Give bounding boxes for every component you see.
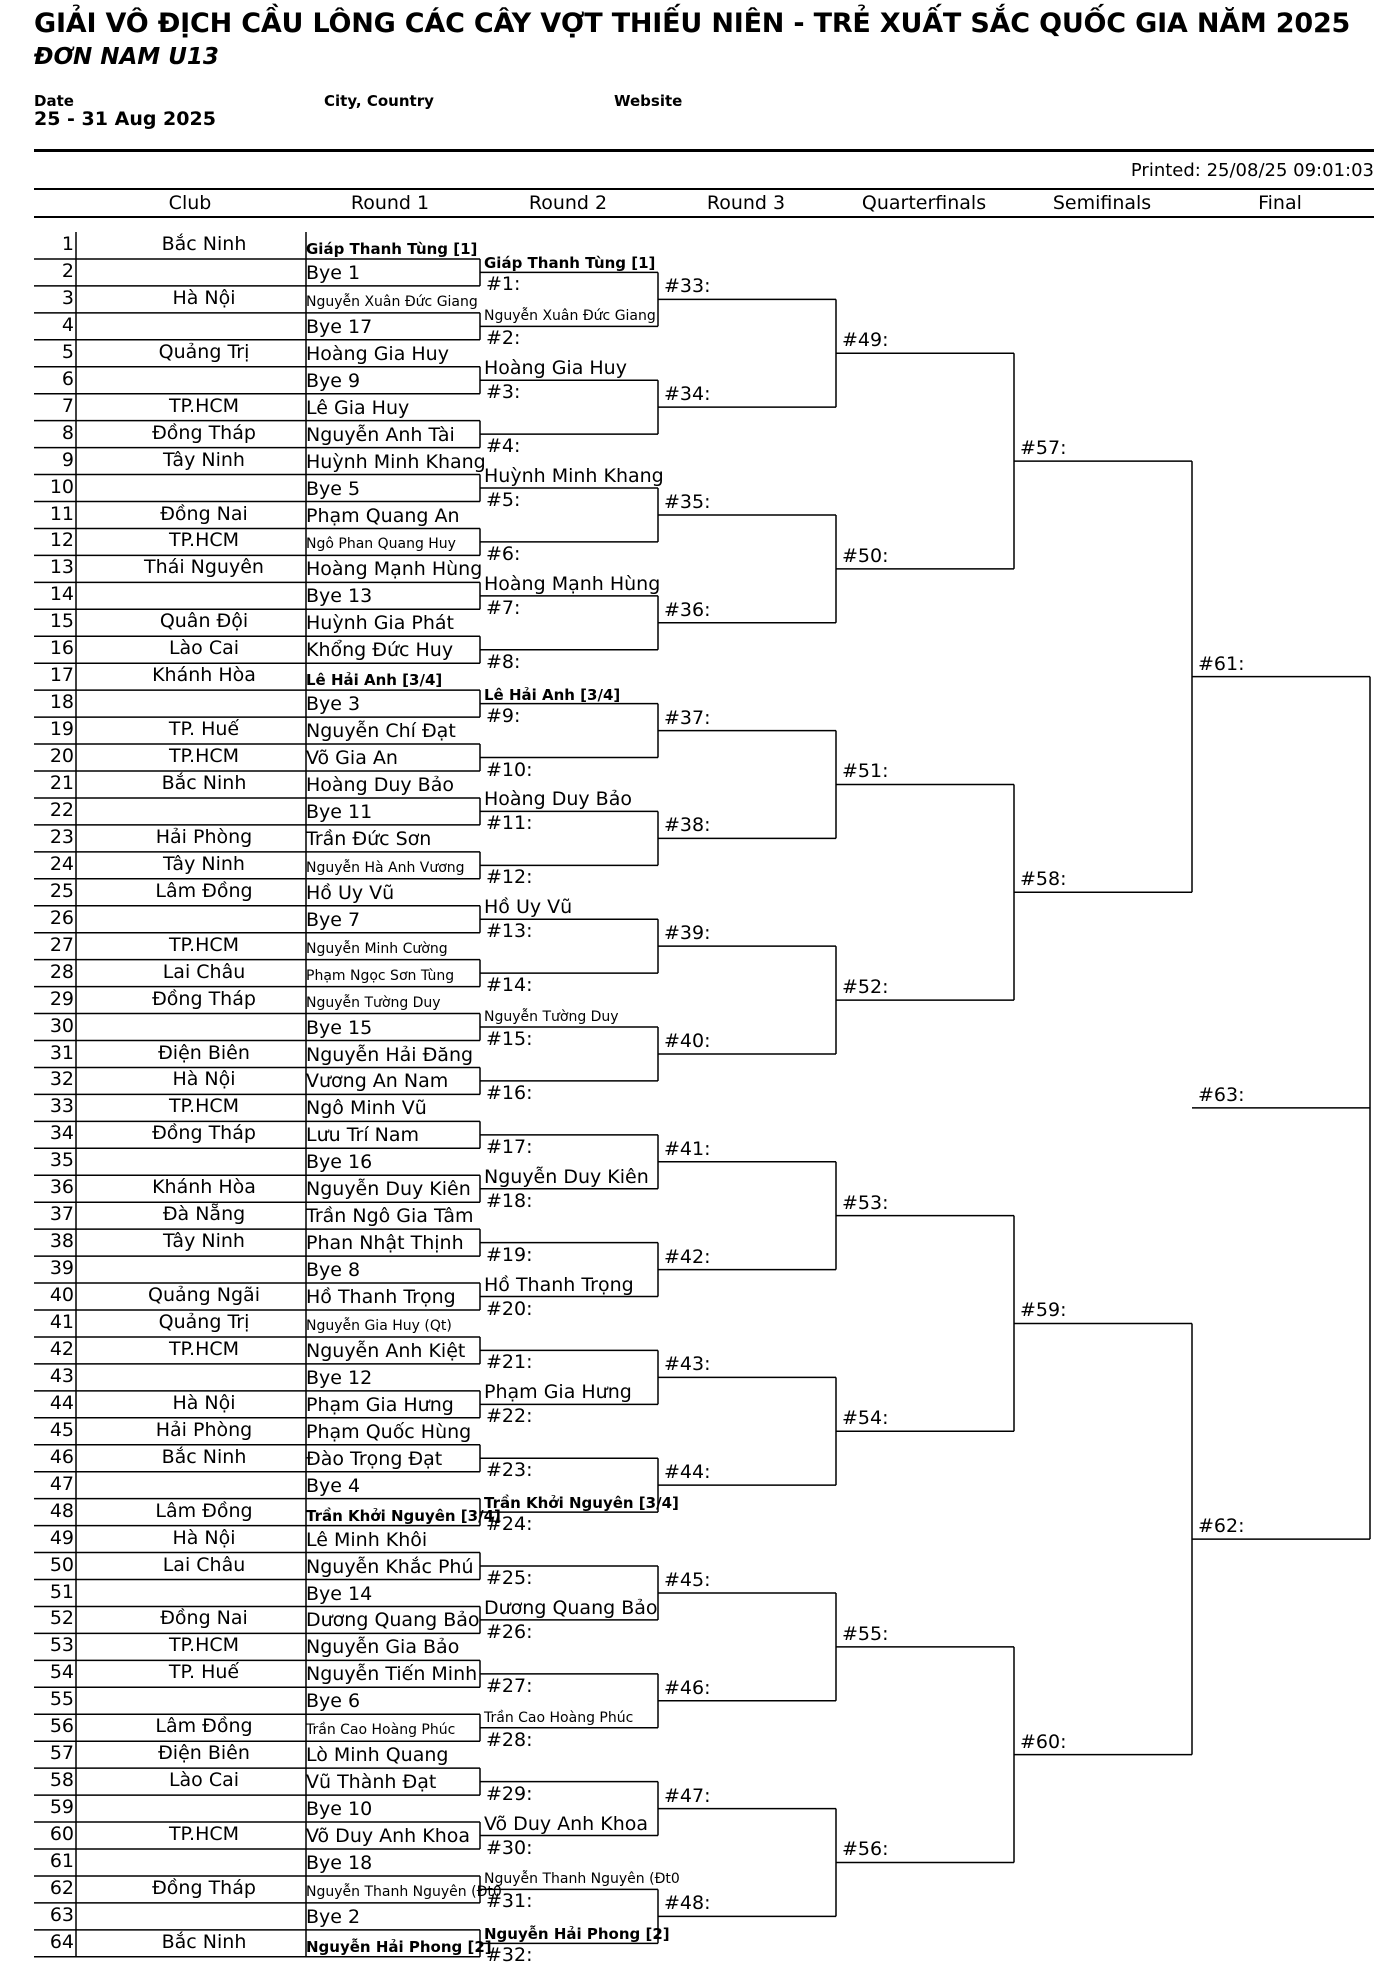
seed-position: 56	[49, 1715, 74, 1738]
seed-position: 18	[49, 691, 74, 714]
seed-position: 7	[61, 394, 74, 417]
club-name: TP.HCM	[168, 529, 240, 552]
player-name: Phan Nhật Thịnh	[306, 1232, 464, 1255]
player-name: Hoàng Mạnh Hùng	[306, 558, 483, 581]
event-subtitle: ĐƠN NAM U13	[34, 44, 219, 70]
player-name: Lưu Trí Nam	[306, 1124, 420, 1147]
seed-position: 1	[61, 233, 74, 255]
club-name: Quảng Trị	[158, 1311, 250, 1333]
club-name: Bắc Ninh	[161, 1445, 247, 1468]
match-number: #16:	[486, 1081, 533, 1104]
seed-position: 27	[49, 933, 74, 956]
seed-position: 4	[61, 313, 74, 336]
player-name: Bye 13	[306, 585, 373, 608]
seed-position: 40	[49, 1284, 74, 1307]
player-name: Ngô Phan Quang Huy	[306, 536, 456, 553]
club-name: Hà Nội	[172, 1391, 236, 1414]
seed-position: 9	[61, 448, 74, 471]
player-name: Dương Quang Bảo	[306, 1609, 480, 1632]
round2-player: Nguyễn Duy Kiên	[484, 1165, 649, 1188]
seed-position: 34	[49, 1122, 74, 1145]
match-number: #7:	[486, 596, 521, 619]
player-name: Bye 7	[306, 908, 361, 931]
club-name: Tây Ninh	[163, 1230, 245, 1253]
match-number: #50:	[842, 544, 889, 567]
player-name: Bye 4	[306, 1474, 361, 1497]
seed-position: 22	[49, 798, 74, 821]
player-name: Bye 17	[306, 315, 373, 338]
column-header-final: Final	[1258, 192, 1302, 214]
printed-timestamp: Printed: 25/08/25 09:01:03	[1130, 160, 1374, 181]
match-number: #35:	[664, 490, 711, 513]
club-name: TP.HCM	[168, 1634, 240, 1657]
match-number: #11:	[486, 812, 533, 835]
seed-position: 29	[49, 987, 74, 1010]
club-name: Khánh Hòa	[152, 1176, 256, 1199]
match-number: #41:	[664, 1137, 711, 1160]
match-number: #14:	[486, 974, 533, 997]
club-name: Đồng Nai	[160, 1607, 248, 1630]
player-name: Ngô Minh Vũ	[306, 1097, 427, 1120]
match-number: #46:	[664, 1676, 711, 1699]
match-number: #53:	[842, 1191, 889, 1214]
match-number: #47:	[664, 1784, 711, 1807]
column-header-club: Club	[168, 192, 212, 214]
player-name: Nguyễn Hải Phong [2]	[306, 1937, 492, 1956]
column-header-semifinals: Semifinals	[1052, 192, 1152, 214]
player-name: Bye 18	[306, 1852, 373, 1874]
player-name: Nguyễn Hải Đăng	[306, 1043, 474, 1066]
round2-player: Hồ Thanh Trọng	[484, 1273, 634, 1296]
player-name: Trần Đức Sơn	[306, 827, 432, 850]
club-name: Điện Biên	[158, 1742, 250, 1765]
match-number: #4:	[486, 435, 521, 458]
seed-position: 41	[49, 1311, 74, 1333]
club-name: Quân Đội	[159, 610, 249, 633]
club-name: TP.HCM	[168, 394, 240, 417]
player-name: Hoàng Duy Bảo	[306, 774, 454, 796]
player-name: Bye 9	[306, 369, 361, 392]
seed-position: 46	[49, 1445, 74, 1468]
seed-position: 33	[49, 1095, 74, 1118]
match-number: #27:	[486, 1674, 533, 1697]
club-name: Đồng Tháp	[152, 421, 256, 444]
match-number: #57:	[1020, 437, 1067, 460]
city-label: City, Country	[324, 92, 434, 110]
seed-position: 38	[49, 1230, 74, 1253]
club-name: Hà Nội	[172, 1068, 236, 1091]
club-name: Hà Nội	[172, 1526, 236, 1549]
website-label: Website	[614, 92, 683, 110]
seed-position: 51	[49, 1580, 74, 1603]
player-name: Bye 11	[306, 800, 373, 823]
match-number: #38:	[664, 814, 711, 837]
seed-position: 63	[49, 1903, 74, 1926]
seed-position: 10	[49, 475, 74, 498]
seed-position: 6	[61, 367, 74, 390]
club-name: Hà Nội	[172, 286, 236, 309]
seed-position: 12	[49, 529, 74, 552]
seed-position: 62	[49, 1876, 74, 1899]
club-name: Quảng Trị	[158, 340, 250, 363]
round2-player: Hoàng Gia Huy	[484, 357, 627, 380]
player-name: Vũ Thành Đạt	[306, 1771, 437, 1794]
club-name: Lào Cai	[168, 637, 240, 660]
match-number: #49:	[842, 329, 889, 352]
match-number: #44:	[664, 1461, 711, 1484]
club-name: TP.HCM	[168, 1337, 240, 1360]
match-number: #32:	[486, 1944, 533, 1967]
match-number: #36:	[664, 598, 711, 621]
round2-player: Hồ Uy Vũ	[484, 896, 573, 919]
player-name: Nguyễn Tiến Minh	[306, 1663, 478, 1686]
match-number: #12:	[486, 866, 533, 889]
player-name: Nguyễn Anh Tài	[306, 423, 455, 446]
match-number: #45:	[664, 1568, 711, 1591]
match-number: #55:	[842, 1622, 889, 1645]
match-number: #58:	[1020, 868, 1067, 891]
match-number: #17:	[486, 1135, 533, 1158]
column-header-round-1: Round 1	[350, 192, 430, 214]
club-name: Khánh Hòa	[152, 664, 256, 687]
player-name: Bye 3	[306, 693, 361, 716]
match-number: #63:	[1198, 1083, 1245, 1106]
seed-position: 30	[49, 1014, 74, 1037]
match-number: #20:	[486, 1297, 533, 1320]
seed-position: 45	[49, 1418, 74, 1441]
seed-position: 58	[49, 1769, 74, 1792]
match-number: #43:	[664, 1353, 711, 1376]
player-name: Lò Minh Quang	[306, 1744, 449, 1767]
player-name: Phạm Quang An	[306, 504, 460, 527]
seed-position: 43	[49, 1364, 74, 1387]
seed-position: 55	[49, 1688, 74, 1711]
seed-position: 23	[49, 825, 74, 848]
club-name: Đồng Nai	[160, 502, 248, 525]
player-name: Lê Gia Huy	[306, 396, 410, 419]
seed-position: 14	[49, 583, 74, 606]
player-name: Phạm Quốc Hùng	[306, 1420, 472, 1443]
player-name: Phạm Ngọc Sơn Tùng	[306, 967, 455, 984]
player-name: Nguyễn Hà Anh Vương	[306, 859, 465, 876]
seed-position: 5	[61, 340, 74, 363]
tournament-title: GIẢI VÔ ĐỊCH CẦU LÔNG CÁC CÂY VỢT THIẾU NIÊN - TRẺ XUẤT SẮC QUỐC GIA NĂM 2025	[34, 8, 1351, 39]
round2-player: Nguyễn Thanh Nguyên (Đt0	[484, 1871, 680, 1888]
club-name: Tây Ninh	[163, 852, 245, 875]
round2-player: Hoàng Mạnh Hùng	[484, 572, 661, 595]
column-header-quarterfinals: Quarterfinals	[861, 192, 987, 214]
player-name: Lê Minh Khôi	[306, 1528, 428, 1551]
match-number: #2:	[486, 327, 521, 350]
club-name: Đồng Tháp	[152, 987, 256, 1010]
round2-player: Hoàng Duy Bảo	[484, 788, 632, 811]
player-name: Bye 12	[306, 1366, 373, 1389]
match-number: #23:	[486, 1459, 533, 1482]
seed-position: 64	[49, 1930, 74, 1953]
seed-position: 8	[61, 421, 74, 444]
club-name: TP. Huế	[168, 718, 240, 741]
match-number: #5:	[486, 489, 521, 512]
player-name: Khổng Đức Huy	[306, 639, 454, 662]
seed-position: 37	[49, 1203, 74, 1226]
seed-position: 21	[49, 772, 74, 794]
round2-player: Nguyễn Xuân Đức Giang	[484, 308, 656, 325]
seed-position: 49	[49, 1526, 74, 1549]
player-name: Bye 10	[306, 1798, 373, 1821]
column-header-round-2: Round 2	[528, 192, 608, 214]
club-name: Hải Phòng	[155, 1418, 253, 1441]
club-name: TP.HCM	[168, 1095, 240, 1118]
player-name: Nguyễn Minh Cường	[306, 940, 448, 957]
date-value: 25 - 31 Aug 2025	[34, 108, 216, 130]
round2-player: Huỳnh Minh Khang	[484, 465, 664, 488]
seed-position: 13	[49, 556, 74, 579]
club-name: Tây Ninh	[163, 448, 245, 471]
player-name: Hồ Uy Vũ	[306, 881, 395, 904]
seed-position: 44	[49, 1391, 74, 1414]
match-number: #59:	[1020, 1299, 1067, 1322]
player-name: Bye 14	[306, 1582, 373, 1605]
match-number: #60:	[1020, 1730, 1067, 1753]
player-name: Trần Khởi Nguyên [3/4]	[306, 1506, 501, 1525]
club-name: TP.HCM	[168, 745, 240, 768]
player-name: Nguyễn Thanh Nguyên (Đt0	[306, 1883, 502, 1900]
player-name: Nguyễn Duy Kiên	[306, 1178, 471, 1201]
club-name: Lai Châu	[162, 1553, 246, 1576]
player-name: Phạm Gia Hưng	[306, 1393, 454, 1416]
player-name: Nguyễn Xuân Đức Giang	[306, 293, 478, 310]
player-name: Trần Cao Hoàng Phúc	[306, 1722, 456, 1739]
player-name: Trần Ngô Gia Tâm	[306, 1205, 474, 1228]
player-name: Bye 2	[306, 1905, 361, 1928]
seed-position: 35	[49, 1149, 74, 1172]
match-number: #61:	[1198, 652, 1245, 675]
date-label: Date	[34, 92, 74, 110]
round2-player: Lê Hải Anh [3/4]	[484, 685, 621, 704]
match-number: #6:	[486, 542, 521, 565]
player-name: Bye 6	[306, 1690, 361, 1713]
player-name: Võ Gia An	[306, 747, 398, 770]
seed-position: 52	[49, 1607, 74, 1630]
match-number: #13:	[486, 920, 533, 943]
club-name: Quảng Ngãi	[148, 1284, 260, 1307]
round2-player: Phạm Gia Hưng	[484, 1381, 632, 1404]
match-number: #22:	[486, 1405, 533, 1428]
player-name: Nguyễn Khắc Phú	[306, 1555, 474, 1578]
match-number: #18:	[486, 1189, 533, 1212]
seed-position: 15	[49, 610, 74, 633]
match-number: #56:	[842, 1838, 889, 1861]
seed-position: 60	[49, 1823, 74, 1846]
club-name: Bắc Ninh	[161, 1930, 247, 1953]
match-number: #26:	[486, 1620, 533, 1643]
match-number: #21:	[486, 1351, 533, 1374]
match-number: #54:	[842, 1407, 889, 1430]
round2-player: Trần Khởi Nguyên [3/4]	[484, 1494, 679, 1513]
player-name: Bye 15	[306, 1016, 373, 1039]
seed-position: 20	[49, 745, 74, 768]
match-number: #48:	[664, 1892, 711, 1915]
club-name: TP.HCM	[168, 1823, 240, 1846]
match-number: #33:	[664, 275, 711, 298]
seed-position: 39	[49, 1257, 74, 1280]
player-name: Bye 1	[306, 261, 361, 284]
club-name: Lâm Đồng	[155, 1499, 253, 1522]
seed-position: 16	[49, 637, 74, 660]
player-name: Võ Duy Anh Khoa	[306, 1825, 471, 1848]
player-name: Bye 8	[306, 1259, 361, 1282]
match-number: #34:	[664, 383, 711, 406]
player-name: Hồ Thanh Trọng	[306, 1286, 456, 1309]
player-name: Huỳnh Minh Khang	[306, 450, 486, 473]
player-name: Lê Hải Anh [3/4]	[306, 671, 443, 690]
player-name: Nguyễn Anh Kiệt	[306, 1339, 466, 1362]
match-number: #30:	[486, 1836, 533, 1859]
player-name: Bye 5	[306, 477, 361, 500]
club-name: Lào Cai	[168, 1769, 240, 1792]
seed-position: 28	[49, 960, 74, 983]
seed-position: 26	[49, 906, 74, 929]
player-name: Huỳnh Gia Phát	[306, 612, 454, 635]
match-number: #8:	[486, 650, 521, 673]
match-number: #15:	[486, 1028, 533, 1051]
club-name: Đồng Tháp	[152, 1122, 256, 1145]
player-name: Nguyễn Gia Huy (Qt)	[306, 1318, 452, 1334]
club-name: Bắc Ninh	[161, 772, 247, 794]
match-number: #28:	[486, 1728, 533, 1751]
round2-player: Nguyễn Hải Phong [2]	[484, 1925, 670, 1944]
player-name: Vương An Nam	[306, 1070, 449, 1093]
seed-position: 36	[49, 1176, 74, 1199]
match-number: #24:	[486, 1513, 533, 1536]
player-name: Nguyễn Chí Đạt	[306, 720, 456, 743]
match-number: #19:	[486, 1243, 533, 1266]
round2-player: Giáp Thanh Tùng [1]	[484, 254, 656, 273]
seed-position: 48	[49, 1499, 74, 1522]
seed-position: 17	[49, 664, 74, 687]
match-number: #3:	[486, 381, 521, 404]
club-name: Đồng Tháp	[152, 1876, 256, 1899]
match-number: #10:	[486, 758, 533, 781]
column-header-round-3: Round 3	[706, 192, 786, 214]
round2-player: Dương Quang Bảo	[484, 1596, 658, 1619]
match-number: #29:	[486, 1782, 533, 1805]
match-number: #9:	[486, 704, 521, 727]
match-number: #25:	[486, 1567, 533, 1590]
seed-position: 19	[49, 718, 74, 741]
club-name: Lâm Đồng	[155, 1715, 253, 1738]
match-number: #37:	[664, 706, 711, 729]
club-name: TP.HCM	[168, 933, 240, 956]
seed-position: 11	[49, 502, 74, 525]
player-name: Bye 16	[306, 1151, 373, 1174]
player-name: Nguyễn Tường Duy	[306, 994, 441, 1011]
club-name: TP. Huế	[168, 1661, 240, 1684]
seed-position: 54	[49, 1661, 74, 1684]
round2-player: Võ Duy Anh Khoa	[484, 1812, 649, 1835]
match-number: #39:	[664, 922, 711, 945]
club-name: Bắc Ninh	[161, 233, 247, 255]
seed-position: 47	[49, 1472, 74, 1495]
player-name: Hoàng Gia Huy	[306, 342, 449, 365]
match-number: #42:	[664, 1245, 711, 1268]
seed-position: 42	[49, 1337, 74, 1360]
club-name: Hải Phòng	[155, 825, 253, 848]
match-number: #40:	[664, 1029, 711, 1052]
seed-position: 61	[49, 1850, 74, 1872]
seed-position: 53	[49, 1634, 74, 1657]
seed-position: 32	[49, 1068, 74, 1091]
seed-position: 25	[49, 879, 74, 902]
seed-position: 57	[49, 1742, 74, 1765]
club-name: Lâm Đồng	[155, 879, 253, 902]
club-name: Lai Châu	[162, 960, 246, 983]
seed-position: 3	[61, 286, 74, 309]
club-name: Điện Biên	[158, 1041, 250, 1064]
seed-position: 24	[49, 852, 74, 875]
round2-player: Nguyễn Tường Duy	[484, 1009, 619, 1026]
seed-position: 2	[61, 259, 74, 282]
round2-player: Trần Cao Hoàng Phúc	[484, 1709, 634, 1726]
seed-position: 59	[49, 1796, 74, 1819]
match-number: #52:	[842, 976, 889, 999]
match-number: #1:	[486, 273, 521, 296]
club-name: Đà Nẵng	[162, 1203, 246, 1226]
player-name: Đào Trọng Đạt	[306, 1447, 443, 1470]
match-number: #62:	[1198, 1515, 1245, 1538]
seed-position: 50	[49, 1553, 74, 1576]
match-number: #51:	[842, 760, 889, 783]
club-name: Thái Nguyên	[144, 556, 264, 579]
seed-position: 31	[49, 1041, 74, 1064]
match-number: #31:	[486, 1890, 533, 1913]
player-name: Giáp Thanh Tùng [1]	[306, 240, 478, 258]
player-name: Nguyễn Gia Bảo	[306, 1636, 460, 1659]
